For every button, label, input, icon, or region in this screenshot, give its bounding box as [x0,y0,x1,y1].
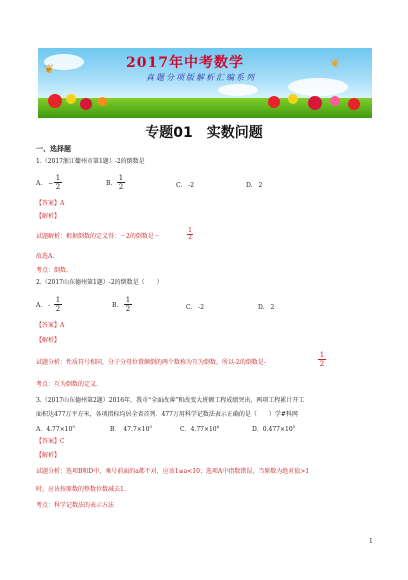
q2-detail: 试题分析：性质符号相同，分子分母位置颠倒的两个数称为互为倒数，所以-2的倒数是- [36,359,266,366]
flower-icon [48,94,62,108]
fraction-denominator: 2 [55,182,61,191]
fraction-denominator: 2 [118,182,124,191]
q1-option-b-fraction [117,174,125,191]
q1-answer: 【答案】A [36,200,65,207]
q2-answer: 【答案】A [36,322,65,329]
flower-icon [348,98,360,110]
q3-point: 考点：科学记数法的表示方法 [36,502,115,509]
q3-option-d [252,424,295,433]
q3-analysis-label: 【解析】 [36,452,61,459]
q1-option-a-sign: − [48,180,54,187]
q2-analysis-label: 【解析】 [36,337,61,344]
fraction-numerator: 1 [125,296,131,304]
banner-title: 2017年中考数学 [126,55,244,71]
q3-option-a [36,424,75,433]
fraction-numerator: 1 [188,227,192,234]
q3-option-b [110,424,152,433]
q3-stem-line2: 面积达477万平方米，各项指标均居全省首列．477万用科学记数法表示正确的是（ ）学#科网 [36,411,298,418]
q3-option-c-text: C．4.77×10 [180,426,217,433]
flower-icon [288,94,298,104]
q1-detail: 试题解析：根据倒数的定义得：－2的倒数是－ [36,233,160,240]
butterfly-icon: ❦ [44,62,55,76]
q3-option-d-exponent: 5 [292,424,296,429]
flower-icon [80,98,92,110]
q2-option-d: D. 2 [258,304,275,311]
q3-option-c-exponent: 6 [216,424,220,429]
q3-option-b-text: B． 47.7×10 [110,426,150,433]
cloud-icon [288,78,348,96]
butterfly-icon: ❦ [330,56,341,70]
q3-option-b-exponent: 5 [149,424,152,429]
q3-option-a-text: A．4.77×10 [36,426,73,433]
flower-icon [330,96,340,106]
q2-detail-fraction [318,351,326,368]
fraction-numerator: 1 [55,174,61,182]
q2-option-c: C. -2 [186,304,205,311]
q2-stem: 2.（2017山东德州第1题）-2的倒数是（ ） [36,279,163,286]
fraction-denominator: 2 [125,304,131,313]
fraction-numerator: 1 [118,174,124,182]
q2-option-a-fraction [54,296,62,313]
flower-icon [98,97,107,106]
q2-option-a-sign: - [48,302,51,309]
q3-detail-line2: 时，应该按原数的整数位数减去1. [36,486,126,493]
q1-option-d: D. 2 [246,182,263,189]
section-heading: 一、选择题 [36,145,71,153]
q2-option-b-fraction [124,296,132,313]
fraction-numerator: 1 [55,296,61,304]
q1-analysis-label: 【解析】 [36,213,61,220]
q1-stem: 1.（2017浙江衢州市第1题）-2的倒数是 [36,158,145,165]
q3-answer: 【答案】C [36,438,65,445]
q3-option-c [180,424,219,433]
fraction-denominator: 2 [55,304,61,313]
cloud-icon [218,84,258,96]
q1-option-c: C. -2 [176,182,195,189]
q2-point: 考点：互为倒数的定义. [36,381,98,388]
flower-icon [308,96,322,110]
q1-option-a-label: A. [36,180,43,187]
fraction-denominator: 2 [319,359,325,368]
page-title: 专题01 实数问题 [145,125,263,141]
banner-subtitle: 真题分项版解析汇编系列 [146,73,256,82]
q1-option-a-fraction [54,174,62,191]
header-banner [38,48,372,118]
q1-point: 考点：倒数. [36,267,68,274]
flower-icon [66,94,76,104]
fraction-denominator: 2 [188,233,192,241]
q2-option-b-label: B. [112,302,119,309]
q2-option-a-label: A. [36,302,43,309]
q1-option-b-label: B. [106,180,113,187]
q3-option-d-text: D．0.477×10 [252,426,293,433]
q3-detail-line1: 试题分析：选项B和D中，乘号前面的a都不对，应该1≤a<10；选项A中指数错误，当原数为绝对值>1 [36,468,310,475]
page-number: 1 [369,538,373,545]
q1-detail-fraction [187,228,193,241]
q1-conclusion: 故选A. [36,253,55,260]
q3-option-a-exponent: 5 [72,424,75,429]
fraction-numerator: 1 [319,351,325,359]
q3-stem-line1: 3.（2017山东德州第2题）2016年，我市“全面改薄”和改变大班额工程成绩突出，两项工程累计开工 [36,397,305,404]
flower-icon [268,96,280,108]
